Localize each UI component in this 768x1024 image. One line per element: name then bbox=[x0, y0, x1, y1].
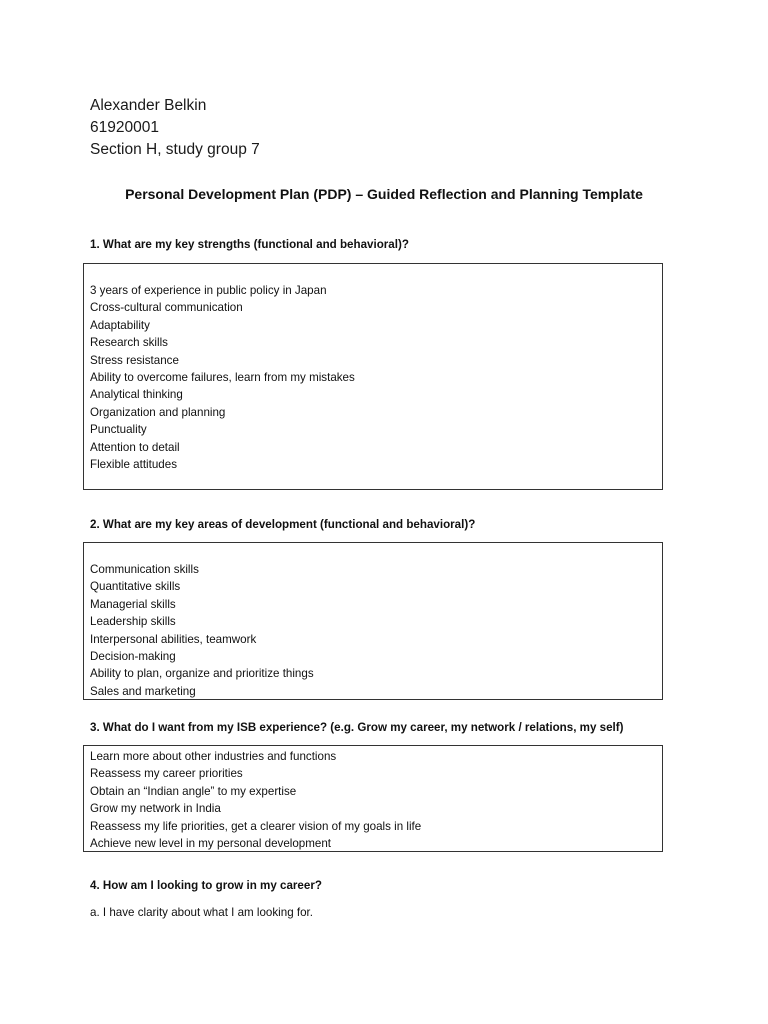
answer-box-2 bbox=[83, 542, 663, 700]
list-item: 3 years of experience in public policy in Japan bbox=[90, 284, 327, 297]
list-item: Cross-cultural communication bbox=[90, 301, 243, 315]
option-a: a. I have clarity about what I am looking for. bbox=[90, 906, 313, 919]
list-item: Stress resistance bbox=[90, 353, 179, 367]
answer-box-3 bbox=[83, 745, 663, 852]
list-item: Reassess my life priorities, get a clearer vision of my goals in life bbox=[90, 819, 422, 833]
list-item: Learn more about other industries and functions bbox=[90, 750, 337, 763]
question-1: 1. What are my key strengths (functional and behavioral)? bbox=[90, 238, 409, 251]
strengths-list bbox=[90, 282, 656, 473]
list-item: Interpersonal abilities, teamwork bbox=[90, 632, 257, 646]
answer-box-1 bbox=[83, 263, 663, 490]
development-areas-list bbox=[90, 561, 656, 700]
list-item: Analytical thinking bbox=[90, 388, 183, 402]
question-4: 4. How am I looking to grow in my career? bbox=[90, 879, 322, 892]
list-item: Quantitative skills bbox=[90, 580, 181, 594]
list-item: Organization and planning bbox=[90, 405, 226, 419]
question-2: 2. What are my key areas of development (functional and behavioral)? bbox=[90, 518, 476, 531]
list-item: Achieve new level in my personal development bbox=[90, 836, 332, 850]
list-item: Obtain an “Indian angle” to my expertise bbox=[90, 784, 297, 798]
list-item: Reassess my career priorities bbox=[90, 767, 243, 781]
section-group: Section H, study group 7 bbox=[90, 141, 260, 158]
document-title: Personal Development Plan (PDP) – Guided Reflection and Planning Template bbox=[125, 186, 643, 202]
list-item: Ability to overcome failures, learn from my mistakes bbox=[90, 370, 355, 384]
list-item: Leadership skills bbox=[90, 615, 176, 629]
list-item: Attention to detail bbox=[90, 440, 180, 454]
list-item: Adaptability bbox=[90, 318, 150, 332]
list-item: Decision-making bbox=[90, 649, 176, 663]
list-item: Managerial skills bbox=[90, 597, 176, 611]
list-item: Grow my network in India bbox=[90, 802, 221, 816]
author-name: Alexander Belkin bbox=[90, 97, 207, 114]
list-item: Punctuality bbox=[90, 423, 147, 437]
isb-goals-list bbox=[90, 748, 656, 852]
list-item: Flexible attitudes bbox=[90, 457, 177, 471]
list-item: Research skills bbox=[90, 336, 168, 350]
student-id: 61920001 bbox=[90, 119, 159, 136]
list-item: Sales and marketing bbox=[90, 684, 196, 698]
list-item: Communication skills bbox=[90, 563, 199, 576]
list-item: Ability to plan, organize and prioritize things bbox=[90, 667, 314, 681]
question-3: 3. What do I want from my ISB experience? (e.g. Grow my career, my network / relations, my self) bbox=[90, 721, 624, 734]
